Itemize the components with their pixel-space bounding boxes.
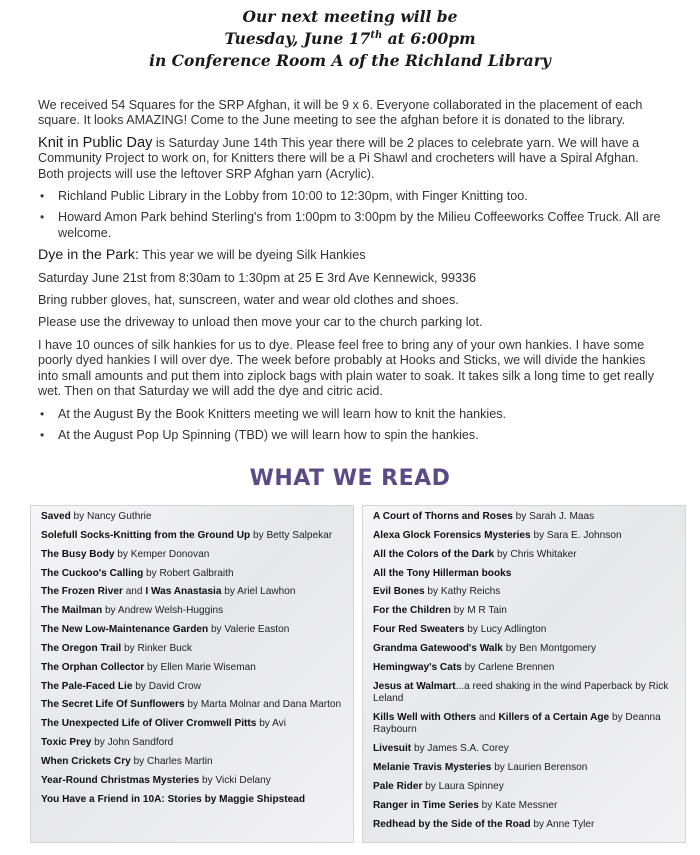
book-item — [373, 762, 677, 775]
book-title: Four Red Sweaters — [373, 624, 465, 636]
book-title: All the Tony Hillerman books — [373, 567, 512, 579]
book-title: Toxic Prey — [41, 737, 92, 749]
book-item — [373, 819, 677, 832]
book-item — [41, 624, 345, 637]
book-list-left — [31, 506, 353, 806]
book-author: by Anne Tyler — [530, 818, 595, 830]
dye-date: Saturday June 21st from 8:30am to 1:30pm at 25 E 3rd Ave Kennewick, 99336 — [38, 270, 477, 285]
dye-followups — [38, 407, 663, 444]
dye-text: This year we will be dyeing Silk Hankies — [138, 248, 366, 263]
book-item — [373, 586, 677, 599]
meeting-header — [0, 6, 700, 72]
book-title: The Secret Life Of Sunflowers — [41, 699, 185, 711]
dye-followup-item: • At the August Pop Up Spinning (TBD) we will learn how to spin the hankies. — [38, 428, 663, 443]
book-author: by Sarah J. Maas — [512, 511, 595, 522]
book-item — [373, 530, 677, 543]
book-author: by Deanna Raybourn — [373, 711, 661, 736]
book-title: Kills Well with Others — [373, 711, 477, 723]
book-author: by Ariel Lawhon — [221, 586, 296, 598]
book-item — [41, 605, 345, 618]
book-item — [373, 781, 677, 794]
book-item — [41, 756, 345, 769]
book-author: by Marta Molnar and Dana Marton — [184, 699, 342, 711]
book-title: Redhead by the Side of the Road — [373, 818, 531, 830]
book-item — [41, 643, 345, 656]
knit-location-item: • Richland Public Library in the Lobby from 10:00 to 12:30pm, with Finger Knitting too. — [38, 189, 663, 204]
book-title: Jesus at Walmart — [373, 680, 456, 692]
book-item — [41, 737, 345, 750]
book-author: by Chris Whitaker — [494, 548, 577, 560]
what-we-read-title: WHAT WE READ — [249, 466, 451, 491]
knit-text: is Saturday June 14th This year there will be 2 places to celebrate yarn. We will have a Community Project to work on, for Knitters there will be a Pi Shawl and crocheters will have a Spiral Afghan. Both projects will use the leftover SRP Afghan yarn (Acrylic). — [38, 135, 640, 181]
book-title: Alexa Glock Forensics Mysteries — [373, 529, 531, 541]
book-author: by Betty Salpekar — [250, 529, 333, 541]
reading-list-left — [30, 505, 354, 843]
book-item — [373, 662, 677, 675]
book-item — [373, 800, 677, 813]
book-title: The Cuckoo's Calling — [41, 567, 144, 579]
book-author: by Laurien Berenson — [491, 762, 588, 774]
book-author: by Ben Montgomery — [502, 642, 597, 654]
book-item — [373, 511, 677, 524]
book-author: by James S.A. Corey — [411, 743, 509, 755]
book-item — [373, 712, 677, 737]
book-item — [373, 605, 677, 618]
book-item — [41, 699, 345, 712]
book-item — [41, 775, 345, 788]
knit-locations — [38, 189, 663, 241]
book-title: For the Children — [373, 605, 451, 617]
newsletter-body — [38, 98, 663, 450]
header-date: Tuesday, June 17 — [224, 29, 371, 48]
header-line-1: Our next meeting will be — [242, 7, 458, 26]
header-line-2 — [0, 28, 700, 50]
reading-list-right — [362, 505, 686, 843]
book-author: by Andrew Welsh-Huggins — [102, 605, 224, 617]
book-title: The Mailman — [41, 605, 103, 617]
book-list-right — [363, 506, 685, 831]
book-author: by Vicki Delany — [199, 774, 271, 786]
book-item — [373, 568, 677, 581]
book-author: by Lucy Adlington — [464, 624, 547, 636]
dye-bring: Bring rubber gloves, hat, sunscreen, water and wear old clothes and shoes. — [38, 293, 459, 308]
header-time: at 6:00pm — [382, 29, 476, 48]
book-author: by Sara E. Johnson — [530, 529, 622, 541]
dye-paragraph — [38, 248, 663, 263]
book-item — [373, 624, 677, 637]
book-title: Year-Round Christmas Mysteries — [41, 774, 200, 786]
book-author: by Charles Martin — [130, 755, 213, 767]
knit-location-item: • Howard Amon Park behind Sterling's from 1:00pm to 3:00pm by the Milieu Coffeeworks Coffee Truck. All are welcome. — [38, 210, 663, 241]
intro-paragraph: We received 54 Squares for the SRP Afghan, it will be 9 x 6. Everyone collaborated in the placement of each square. It looks AMAZING! Come to the June meeting to see the afghan before it is donated to the library. — [38, 98, 643, 128]
book-author: by Valerie Easton — [208, 624, 290, 636]
book-title: You Have a Friend in 10A: Stories by Maggie Shipstead — [41, 793, 305, 805]
book-item — [41, 794, 345, 807]
book-title: Saved — [41, 511, 71, 522]
book-author: by Kemper Donovan — [114, 548, 210, 560]
book-item — [373, 549, 677, 562]
book-title: Pale Rider — [373, 780, 423, 792]
dye-parking: Please use the driveway to unload then move your car to the church parking lot. — [38, 315, 483, 330]
book-item — [41, 718, 345, 731]
book-title: The Unexpected Life of Oliver Cromwell Pitts — [41, 718, 257, 730]
header-date-suffix: th — [370, 29, 383, 41]
knit-heading: Knit in Public Day — [38, 134, 153, 151]
book-title: I Was Anastasia — [145, 586, 222, 598]
book-title: The Orphan Collector — [41, 661, 145, 673]
book-author: by Kathy Reichs — [424, 586, 501, 598]
book-author: by Kate Messner — [478, 799, 558, 811]
book-item — [41, 549, 345, 562]
book-item — [41, 662, 345, 675]
book-title: When Crickets Cry — [41, 755, 131, 767]
book-item — [373, 743, 677, 756]
book-author: and — [122, 586, 146, 598]
book-author: by M R Tain — [450, 605, 507, 617]
book-item — [373, 681, 677, 706]
knit-paragraph — [38, 136, 663, 182]
book-author: by Nancy Guthrie — [70, 511, 152, 522]
book-item — [41, 511, 345, 524]
book-title: A Court of Thorns and Roses — [373, 511, 513, 522]
book-title: The Busy Body — [41, 548, 115, 560]
book-author: and — [476, 711, 499, 723]
book-author: by Carlene Brennen — [461, 661, 555, 673]
book-item — [41, 530, 345, 543]
book-item — [41, 586, 345, 599]
book-title: The New Low-Maintenance Garden — [41, 624, 209, 636]
header-line-3: in Conference Room A of the Richland Library — [149, 51, 551, 70]
book-title: The Frozen River — [41, 586, 123, 598]
book-title: The Oregon Trail — [41, 642, 122, 654]
book-title: All the Colors of the Dark — [373, 548, 495, 560]
book-item — [41, 568, 345, 581]
book-title: Solefull Socks-Knitting from the Ground Up — [41, 529, 251, 541]
book-author: by Avi — [256, 718, 286, 730]
book-item — [41, 681, 345, 694]
book-author: by Rinker Buck — [121, 642, 192, 654]
book-author: by Laura Spinney — [422, 780, 504, 792]
book-title: The Pale-Faced Lie — [41, 680, 133, 692]
book-author: by David Crow — [132, 680, 201, 692]
book-item — [373, 643, 677, 656]
book-author: by Ellen Marie Wiseman — [144, 661, 256, 673]
book-author: ...a reed shaking in the wind Paperback by Rick Leland — [373, 680, 669, 705]
dye-heading: Dye in the Park: — [38, 247, 139, 264]
book-title: Ranger in Time Series — [373, 799, 479, 811]
book-author: by Robert Galbraith — [143, 567, 234, 579]
book-title: Evil Bones — [373, 586, 425, 598]
dye-followup-item: • At the August By the Book Knitters meeting we will learn how to knit the hankies. — [38, 407, 663, 422]
book-title: Killers of a Certain Age — [498, 711, 610, 723]
book-title: Hemingway's Cats — [373, 661, 462, 673]
book-author: by John Sandford — [91, 737, 174, 749]
book-title: Grandma Gatewood's Walk — [373, 642, 503, 654]
book-title: Livesuit — [373, 743, 412, 755]
book-title: Melanie Travis Mysteries — [373, 762, 492, 774]
dye-details: I have 10 ounces of silk hankies for us to dye. Please feel free to bring any of your own hankies. I have some poorly dyed hankies I will over dye. The week before probably at Hooks and Sticks, we will divide the hankies into small amounts and put them into ziplock bags with plain water to soak. It takes silk a long time to get really wet. Then on that Saturday we will add the dye and citric acid. — [38, 337, 654, 399]
